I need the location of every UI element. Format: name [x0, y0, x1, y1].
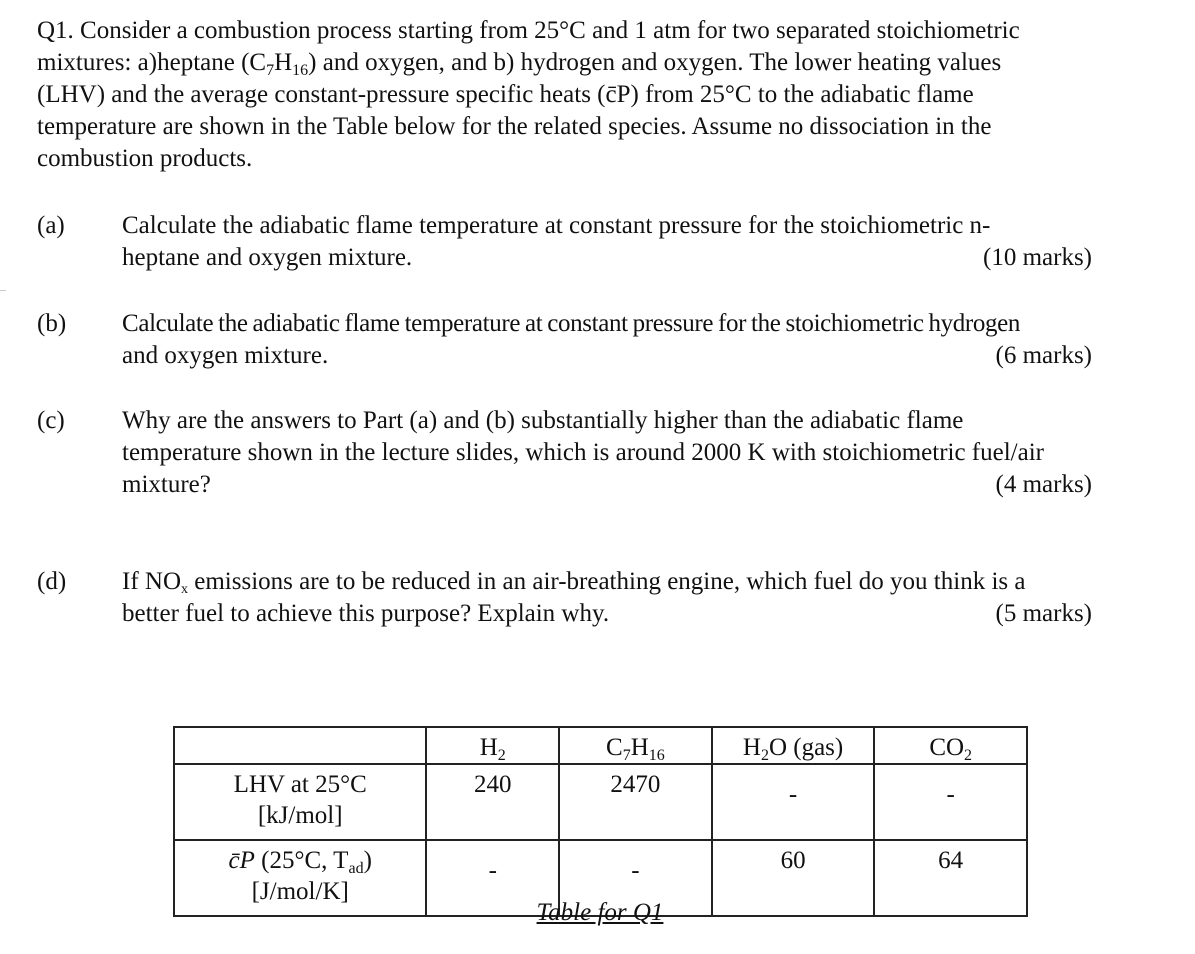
marks-label: (10 marks) [983, 244, 1092, 271]
intro-line-2: mixtures: a)heptane $(C_7H_{16})$ and oxygen, and b) hydrogen and oxygen. The lower heating values [37, 49, 1002, 79]
intro-line-3: (LHV) and the average constant-pressure specific heats (c̄P) from 25°C to the adiabatic flame [37, 81, 974, 108]
question-text-last: better fuel to achieve this purpose? Explain why. [122, 600, 610, 627]
intro-line-5: combustion products. [37, 145, 253, 172]
question-label: (a) [37, 212, 65, 239]
marks-label: (4 marks) [995, 471, 1092, 498]
marks-label: (5 marks) [995, 600, 1092, 627]
cell-lhv-h2o: - [712, 764, 875, 840]
cell-lhv-h2: 240 [426, 764, 559, 840]
table-corner-cell [174, 727, 426, 764]
row-label-lhv: LHV at 25°C [kJ/mol] [174, 764, 426, 840]
intro-line-1: Q1. Consider a combustion process starting from 25°C and 1 atm for two separated stoichiometric [37, 17, 1020, 44]
intro-line-4: temperature are shown in the Table below for the related species. Assume no dissociation in the [37, 113, 992, 140]
question-text: Calculate the adiabatic flame temperature at constant pressure for the stoichiometric hydrogen [122, 310, 1021, 337]
table-row-lhv [174, 764, 1027, 840]
cell-cp-h2: - [426, 840, 559, 916]
header-h2: $H_2$ [426, 727, 559, 764]
marks-label: (6 marks) [995, 342, 1092, 369]
table-caption: Table for Q1 [536, 899, 664, 926]
properties-table [173, 726, 1028, 917]
header-c7h16: $C_7H_{16}$ [559, 727, 712, 764]
cell-cp-co2: 64 [874, 840, 1027, 916]
question-text: Calculate the adiabatic flame temperature at constant pressure for the stoichiometric n- [122, 212, 991, 239]
table-header-row [174, 727, 1027, 764]
header-h2o: $H_2O$ (gas) [712, 727, 875, 764]
question-text: Why are the answers to Part (a) and (b) substantially higher than the adiabatic flame [122, 407, 964, 434]
cell-lhv-co2: - [874, 764, 1027, 840]
header-co2: $CO_2$ [874, 727, 1027, 764]
cell-cp-h2o: 60 [712, 840, 875, 916]
cell-cp-c7h16: - [559, 840, 712, 916]
question-intro [37, 15, 1163, 175]
row-label-cp: c̄P (25°C, $T_{ad}$) [J/mol/K] [174, 840, 426, 916]
margin-tick [0, 290, 6, 291]
question-text: If NOx emissions are to be reduced in an air-breathing engine, which fuel do you think is a [122, 568, 1026, 597]
cell-lhv-c7h16: 2470 [559, 764, 712, 840]
question-label: (d) [37, 568, 67, 595]
question-text-last: and oxygen mixture. [122, 342, 329, 369]
question-label: (b) [37, 310, 67, 337]
question-text-last: heptane and oxygen mixture. [122, 244, 413, 271]
question-label: (c) [37, 407, 65, 434]
question-text-last: mixture? [122, 471, 211, 498]
question-text-2: temperature shown in the lecture slides, which is around 2000 K with stoichiometric fuel/air [122, 439, 1044, 466]
